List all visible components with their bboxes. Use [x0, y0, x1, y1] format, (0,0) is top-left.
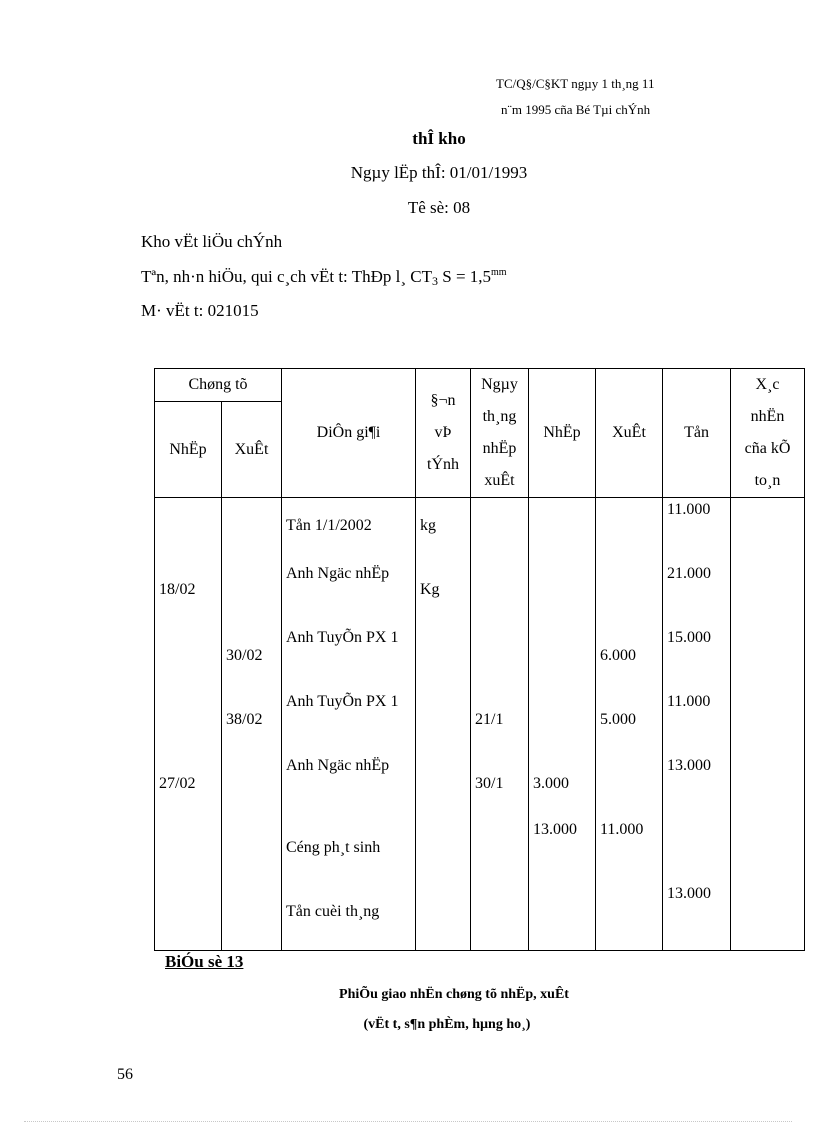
column-voucher-export [222, 498, 282, 951]
header-unit [416, 369, 471, 498]
unit-cell: Kg [420, 581, 440, 598]
voucher-export-cell: 38/02 [226, 711, 263, 728]
voucher-import-cell: 18/02 [159, 581, 196, 598]
voucher-export-cell: 30/02 [226, 647, 263, 664]
qty-export-cell: 11.000 [600, 821, 644, 838]
balance-cell: 11.000 [667, 501, 711, 518]
description-cell: Céng ph¸t sinh [286, 839, 381, 856]
document-title: thÎ kho [412, 129, 466, 148]
form-title-line1: PhiÕu giao nhËn chøng tõ nhËp, xuÊt [339, 987, 569, 1002]
material-spec [141, 267, 507, 289]
header-unit-text: §¬n vÞ tÝnh [427, 392, 459, 473]
qty-export-cell: 6.000 [600, 647, 636, 664]
qty-import-cell: 3.000 [533, 775, 569, 792]
legal-reference-line2: n¨m 1995 cña Bé Tµi chÝnh [501, 102, 651, 117]
description-cell: Tån 1/1/2002 [286, 517, 372, 534]
column-unit [416, 498, 471, 951]
header-qty-import: NhËp [529, 369, 596, 498]
column-date [471, 498, 529, 951]
material-code: M· vËt t: 021015 [141, 301, 259, 320]
balance-cell: 21.000 [667, 565, 711, 582]
voucher-import-cell: 27/02 [159, 775, 196, 792]
unit-cell: kg [420, 517, 436, 534]
header-date-text: Ngµy th¸ng nhËp xuÊt [481, 376, 518, 489]
description-cell: Tån cuèi th¸ng [286, 903, 380, 920]
sheet-number: Tê sè: 08 [407, 198, 471, 217]
material-spec-unit: mm [491, 267, 507, 278]
balance-cell: 13.000 [667, 757, 711, 774]
header-accountant-confirm-text: X¸c nhËn cña kÕ to¸n [744, 376, 791, 489]
column-accountant-confirm [731, 498, 805, 951]
page-bottom-rule [24, 1121, 792, 1122]
material-spec-text: Tªn, nh·n hiÖu, qui c¸ch vËt t: ThÐp l¸ CT [141, 267, 432, 286]
legal-reference-line1: TC/Q§/C§KT ngµy 1 th¸ng 11 [496, 76, 655, 91]
stock-card-table [154, 368, 805, 951]
date-cell: 30/1 [475, 775, 504, 792]
figure-caption: BiÓu sè 13 [165, 952, 244, 971]
material-spec-thickness: S = 1,5 [437, 267, 492, 286]
description-cell: Anh TuyÕn PX 1 [286, 693, 399, 710]
header-accountant-confirm [731, 369, 805, 498]
qty-import-cell: 13.000 [533, 821, 577, 838]
header-voucher: Chøng tõ [155, 369, 282, 402]
description-cell: Anh TuyÕn PX 1 [286, 629, 399, 646]
header-voucher-import: NhËp [155, 402, 222, 498]
form-title-line2: (vËt t, s¶n phÈm, hµng ho¸) [363, 1017, 531, 1032]
qty-export-cell: 5.000 [600, 711, 636, 728]
material-spec-subscript: 3 [431, 274, 438, 288]
balance-cell: 13.000 [667, 885, 711, 902]
column-qty-import [529, 498, 596, 951]
header-date [471, 369, 529, 498]
page-number: 56 [117, 1066, 133, 1083]
header-description-text: DiÔn gi¶i [316, 424, 381, 441]
description-cell: Anh Ngäc nhËp [286, 565, 390, 582]
column-description [282, 498, 416, 951]
warehouse-name: Kho vËt liÖu chÝnh [141, 232, 283, 251]
description-cell: Anh Ngäc nhËp [286, 757, 390, 774]
balance-cell: 15.000 [667, 629, 711, 646]
created-date: Ngµy lËp thÎ: 01/01/1993 [350, 163, 528, 182]
header-balance: Tån [663, 369, 731, 498]
header-qty-export: XuÊt [596, 369, 663, 498]
column-voucher-import [155, 498, 222, 951]
balance-cell: 11.000 [667, 693, 711, 710]
header-voucher-export: XuÊt [222, 402, 282, 498]
date-cell: 21/1 [475, 711, 504, 728]
column-qty-export [596, 498, 663, 951]
column-balance [663, 498, 731, 951]
header-description [282, 369, 416, 498]
